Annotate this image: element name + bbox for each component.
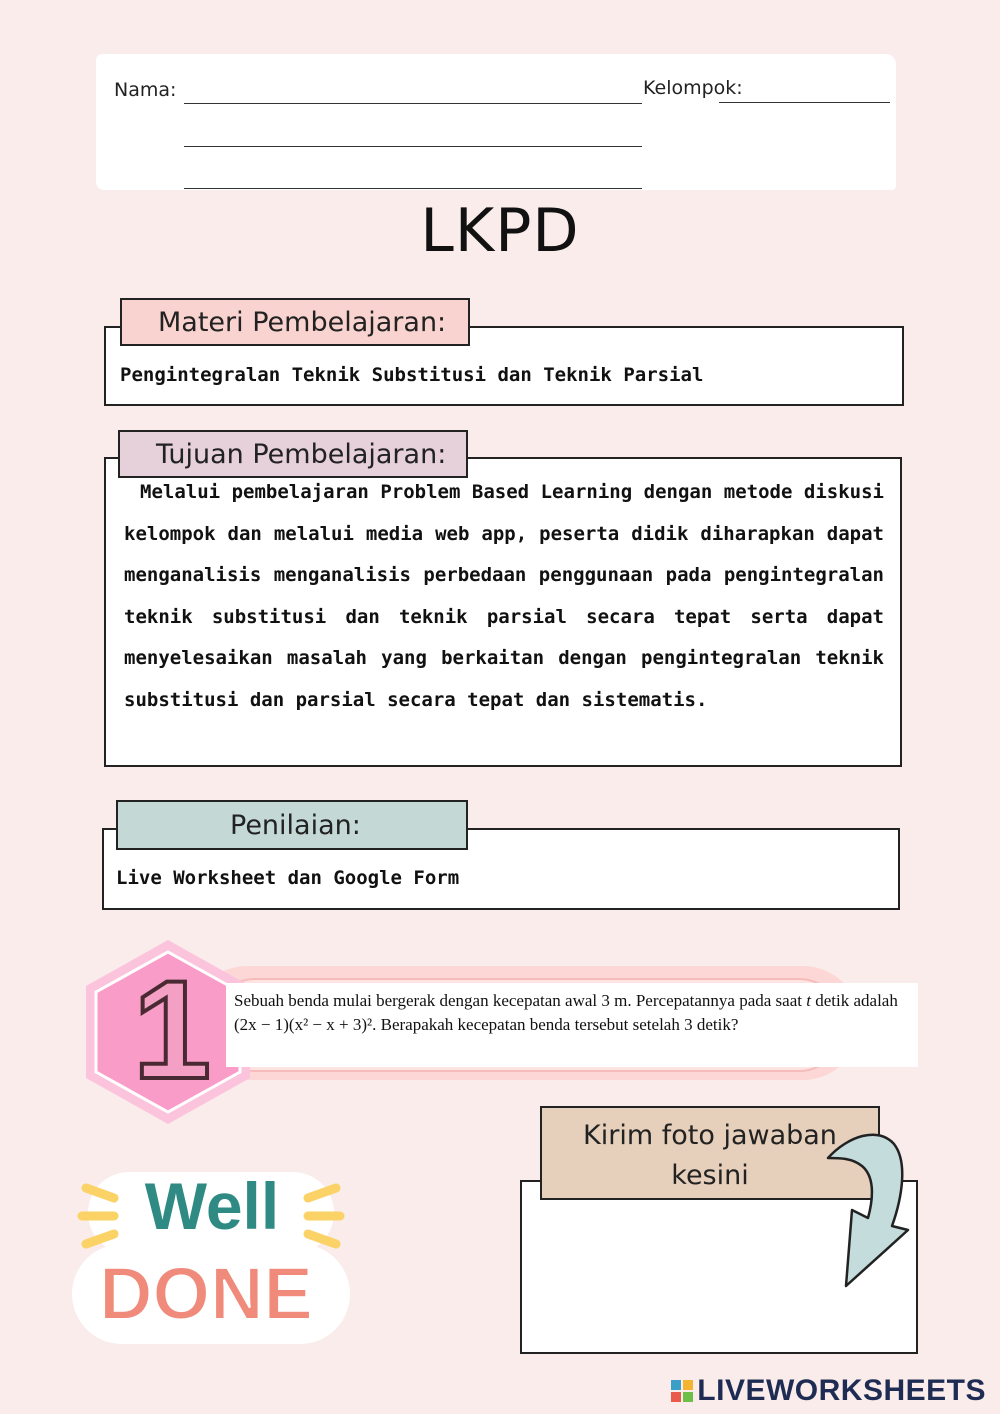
question-text-part3: . Berapakah kecepatan benda tersebut setelah 3 detik? — [372, 1015, 739, 1034]
question-formula: (2x − 1)(x² − x + 3)² — [234, 1015, 373, 1034]
question-number: 1 — [133, 951, 211, 1108]
liveworksheets-logo — [671, 1374, 986, 1408]
tujuan-content: Melalui pembelajaran Problem Based Learning dengan metode diskusi kelompok dan melalui media web app, peserta didik diharapkan dapat menganalisis menganalisis perbedaan penggunaan pada pengintegralan teknik substitusi dan teknik parsial secara tepat serta dapat menyelesaikan masalah yang berkaitan dengan pengintegralan teknik substitusi dan parsial secara tepat dan sistematis. — [124, 481, 884, 711]
name-line-2 — [184, 146, 642, 147]
name-input-2[interactable] — [186, 122, 642, 146]
name-line-1 — [184, 103, 642, 104]
sticker-word-done: DONE — [99, 1252, 313, 1335]
liveworksheets-logo-text: LIVEWORKSHEETS — [697, 1374, 986, 1407]
tujuan-tab-label: Tujuan Pembelajaran: — [156, 438, 447, 470]
tujuan-tab — [118, 430, 468, 478]
name-line-3 — [184, 188, 642, 189]
group-input[interactable] — [722, 78, 892, 102]
penilaian-content: Live Worksheet dan Google Form — [116, 867, 460, 889]
upload-label-line1: Kirim foto jawaban — [583, 1120, 837, 1151]
name-input-1[interactable] — [186, 78, 642, 102]
question-text-part2: detik adalah — [815, 991, 898, 1010]
arrow-down-icon — [822, 1118, 914, 1294]
materi-content: Pengintegralan Teknik Substitusi dan Teknik Parsial — [120, 364, 704, 386]
name-input-3[interactable] — [186, 164, 642, 188]
upload-label-line2: kesini — [671, 1160, 749, 1191]
penilaian-tab-label: Penilaian: — [230, 809, 361, 841]
group-line — [719, 102, 890, 103]
name-label: Nama: — [114, 79, 177, 101]
penilaian-tab — [116, 800, 468, 850]
sticker-word-well: Well — [144, 1169, 280, 1243]
group-label: Kelompok: — [643, 77, 743, 99]
question-t-variable: t — [806, 991, 811, 1010]
question-text-box — [226, 983, 918, 1067]
page-title: LKPD — [420, 196, 580, 266]
materi-tab-label: Materi Pembelajaran: — [158, 306, 447, 338]
materi-tab — [120, 298, 470, 346]
question-text — [226, 983, 918, 1043]
question-text-part1: Sebuah benda mulai bergerak dengan kecepatan awal 3 m. Percepatannya pada saat — [234, 991, 802, 1010]
liveworksheets-logo-icon — [671, 1380, 693, 1402]
